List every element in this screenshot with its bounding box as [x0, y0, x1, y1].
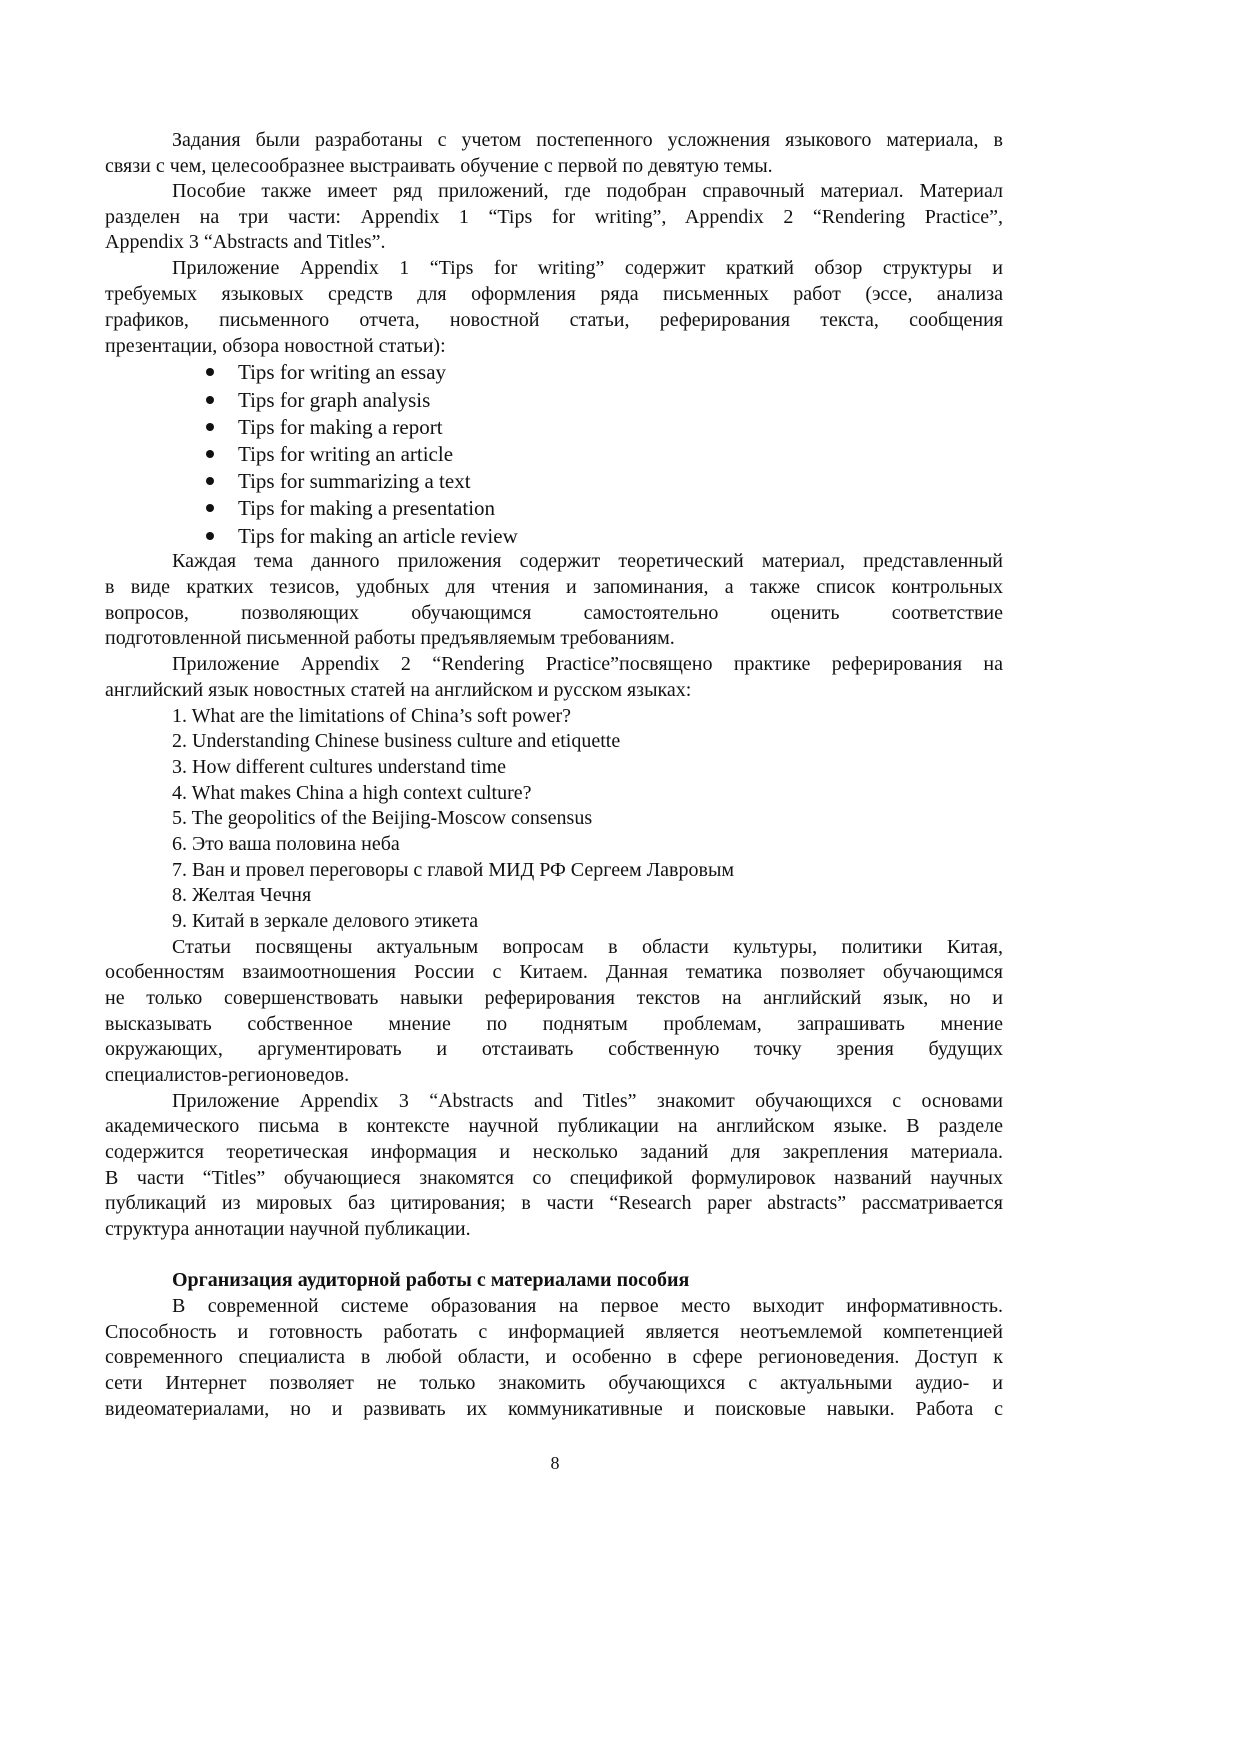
bullet-list-item: Tips for writing an essay [238, 360, 447, 384]
paragraph-line: Appendix 3 “Abstracts and Titles”. [105, 231, 386, 253]
numbered-list-item: 2. Understanding Chinese business culture and etiquette [172, 730, 621, 752]
paragraph-line: вопросов, позволяющих обучающимся самостоятельно оценить соответствие [105, 602, 1003, 624]
bullet-icon [206, 504, 214, 512]
paragraph-line: окружающих, аргументировать и отстаивать собственную точку зрения будущих [105, 1038, 1003, 1060]
paragraph-line: академического письма в контексте научной публикации на английском языке. В разделе [105, 1115, 1003, 1137]
paragraph-line: презентации, обзора новостной статьи): [105, 335, 446, 357]
numbered-list-item: 1. What are the limitations of China’s soft power? [172, 705, 571, 727]
paragraph-line: высказывать собственное мнение по поднятым проблемам, запрашивать мнение [105, 1013, 1003, 1035]
paragraph-line: Каждая тема данного приложения содержит теоретический материал, представленный [172, 550, 1003, 572]
numbered-list-item: 8. Желтая Чечня [172, 884, 312, 906]
bullet-list-item: Tips for writing an article [238, 442, 454, 466]
section-heading: Организация аудиторной работы с материалами пособия [172, 1269, 690, 1291]
paragraph-line: не только совершенствовать навыки реферирования текстов на английский язык, но и [105, 987, 1003, 1009]
paragraph-line: Задания были разработаны с учетом постепенного усложнения языкового материала, в [172, 129, 1003, 151]
paragraph-line: разделен на три части: Appendix 1 “Tips for writing”, Appendix 2 “Rendering Practice”, [105, 206, 1003, 228]
paragraph-line: специалистов-регионоведов. [105, 1064, 350, 1086]
paragraph-line: сети Интернет позволяет не только знакомить обучающихся с актуальными аудио- и [105, 1372, 1003, 1394]
numbered-list-item: 4. What makes China a high context culture? [172, 782, 532, 804]
paragraph-line: графиков, письменного отчета, новостной статьи, реферирования текста, сообщения [105, 309, 1003, 331]
paragraph-line: В современной системе образования на первое место выходит информативность. [172, 1295, 1003, 1317]
paragraph-line: содержится теоретическая информация и несколько заданий для закрепления материала. [105, 1141, 1003, 1163]
paragraph-line: Способность и готовность работать с информацией является неотъемлемой компетенцией [105, 1321, 1003, 1343]
bullet-icon [206, 368, 214, 376]
bullet-list-item: Tips for summarizing a text [238, 469, 471, 493]
bullet-list-item: Tips for graph analysis [238, 388, 431, 412]
bullet-icon [206, 477, 214, 485]
bullet-icon [206, 450, 214, 458]
paragraph-line: Статьи посвящены актуальным вопросам в области культуры, политики Китая, [172, 936, 1003, 958]
bullet-list-item: Tips for making a presentation [238, 496, 496, 520]
paragraph-line: современного специалиста в любой области, и особенно в сфере регионоведения. Доступ к [105, 1346, 1003, 1368]
paragraph-line: требуемых языковых средств для оформления ряда письменных работ (эссе, анализа [105, 283, 1003, 305]
paragraph-line: структура аннотации научной публикации. [105, 1218, 471, 1240]
paragraph-line: особенностям взаимоотношения России с Китаем. Данная тематика позволяет обучающимся [105, 961, 1003, 983]
bullet-icon [206, 532, 214, 540]
bullet-list-item: Tips for making a report [238, 415, 443, 439]
paragraph-line: Пособие также имеет ряд приложений, где подобран справочный материал. Материал [172, 180, 1003, 202]
paragraph-line: в виде кратких тезисов, удобных для чтения и запоминания, а также список контрольных [105, 576, 1003, 598]
paragraph-line: английский язык новостных статей на английском и русском языках: [105, 679, 692, 701]
numbered-list-item: 9. Китай в зеркале делового этикета [172, 910, 479, 932]
bullet-list-item: Tips for making an article review [238, 524, 518, 548]
numbered-list-item: 3. How different cultures understand time [172, 756, 506, 778]
numbered-list-item: 5. The geopolitics of the Beijing-Moscow consensus [172, 807, 593, 829]
numbered-list-item: 6. Это ваша половина неба [172, 833, 400, 855]
numbered-list-item: 7. Ван и провел переговоры с главой МИД РФ Сергеем Лавровым [172, 859, 735, 881]
paragraph-line: В части “Titles” обучающиеся знакомятся со спецификой формулировок названий научных [105, 1167, 1003, 1189]
page-number: 8 [550, 1453, 560, 1473]
bullet-icon [206, 423, 214, 431]
paragraph-line: Приложение Appendix 3 “Abstracts and Titles” знакомит обучающихся с основами [172, 1090, 1003, 1112]
paragraph-line: связи с чем, целесообразнее выстраивать обучение с первой по девятую темы. [105, 155, 773, 177]
paragraph-line: видеоматериалами, но и развивать их коммуникативные и поисковые навыки. Работа с [105, 1398, 1003, 1420]
paragraph-line: Приложение Appendix 2 “Rendering Practice”посвящено практике реферирования на [172, 653, 1003, 675]
paragraph-line: Приложение Appendix 1 “Tips for writing” содержит краткий обзор структуры и [172, 257, 1003, 279]
paragraph-line: подготовленной письменной работы предъявляемым требованиям. [105, 627, 675, 649]
paragraph-line: публикаций из мировых баз цитирования; в части “Research paper abstracts” рассматривается [105, 1192, 1003, 1214]
bullet-icon [206, 396, 214, 404]
